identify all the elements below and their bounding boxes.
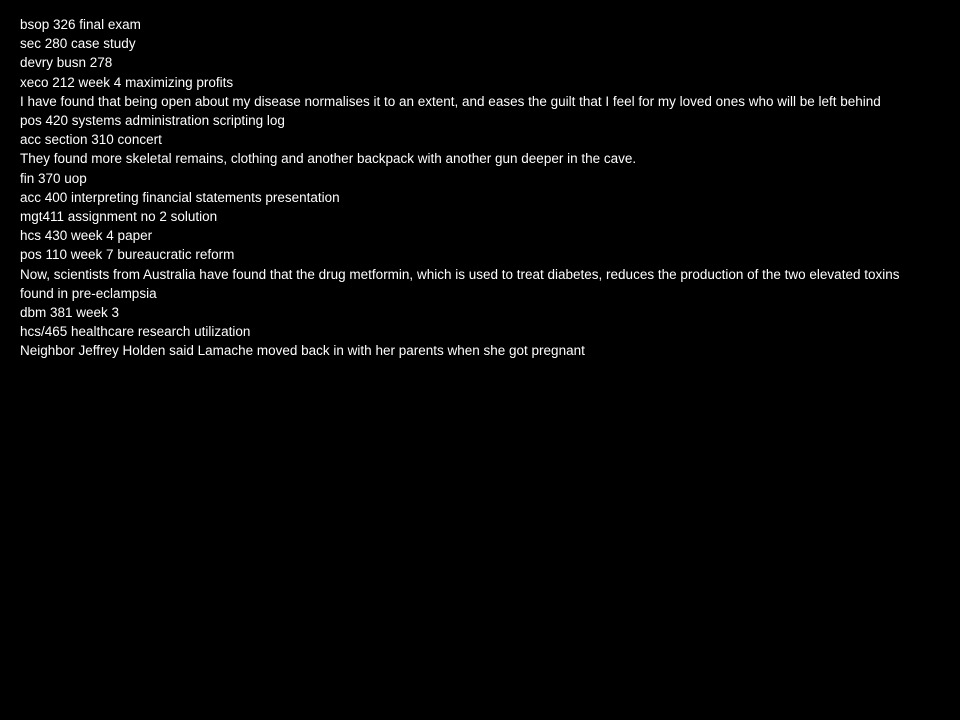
text-line: mgt411 assignment no 2 solution [20,209,218,225]
text-line: They found more skeletal remains, clothing and another backpack with another gun deeper in the cave. [20,151,637,167]
text-line: Neighbor Jeffrey Holden said Lamache moved back in with her parents when she got pregnant [20,343,585,359]
text-line: pos 420 systems administration scripting log [20,113,285,129]
text-line: hcs 430 week 4 paper [20,228,153,244]
text-lines [20,15,925,361]
text-line: hcs/465 healthcare research utilization [20,324,251,340]
text-line: dbm 381 week 3 [20,305,120,321]
text-line: bsop 326 final exam [20,17,141,32]
text-line: fin 370 uop [20,170,87,186]
text-line: xeco 212 week 4 maximizing profits [20,74,234,90]
text-line: sec 280 case study [20,36,136,52]
text-line: acc 400 interpreting financial statements presentation [20,189,340,205]
text-line: acc section 310 concert [20,132,162,148]
text-line: I have found that being open about my disease normalises it to an extent, and eases the guilt that I feel for my loved ones who will be left behind [20,93,881,109]
text-line: devry busn 278 [20,55,113,71]
text-line: Now, scientists from Australia have found that the drug metformin, which is used to treat diabetes, reduces the production of the two elevated toxins found in pre-eclampsia [20,266,900,301]
text-line: pos 110 week 7 bureaucratic reform [20,247,235,263]
